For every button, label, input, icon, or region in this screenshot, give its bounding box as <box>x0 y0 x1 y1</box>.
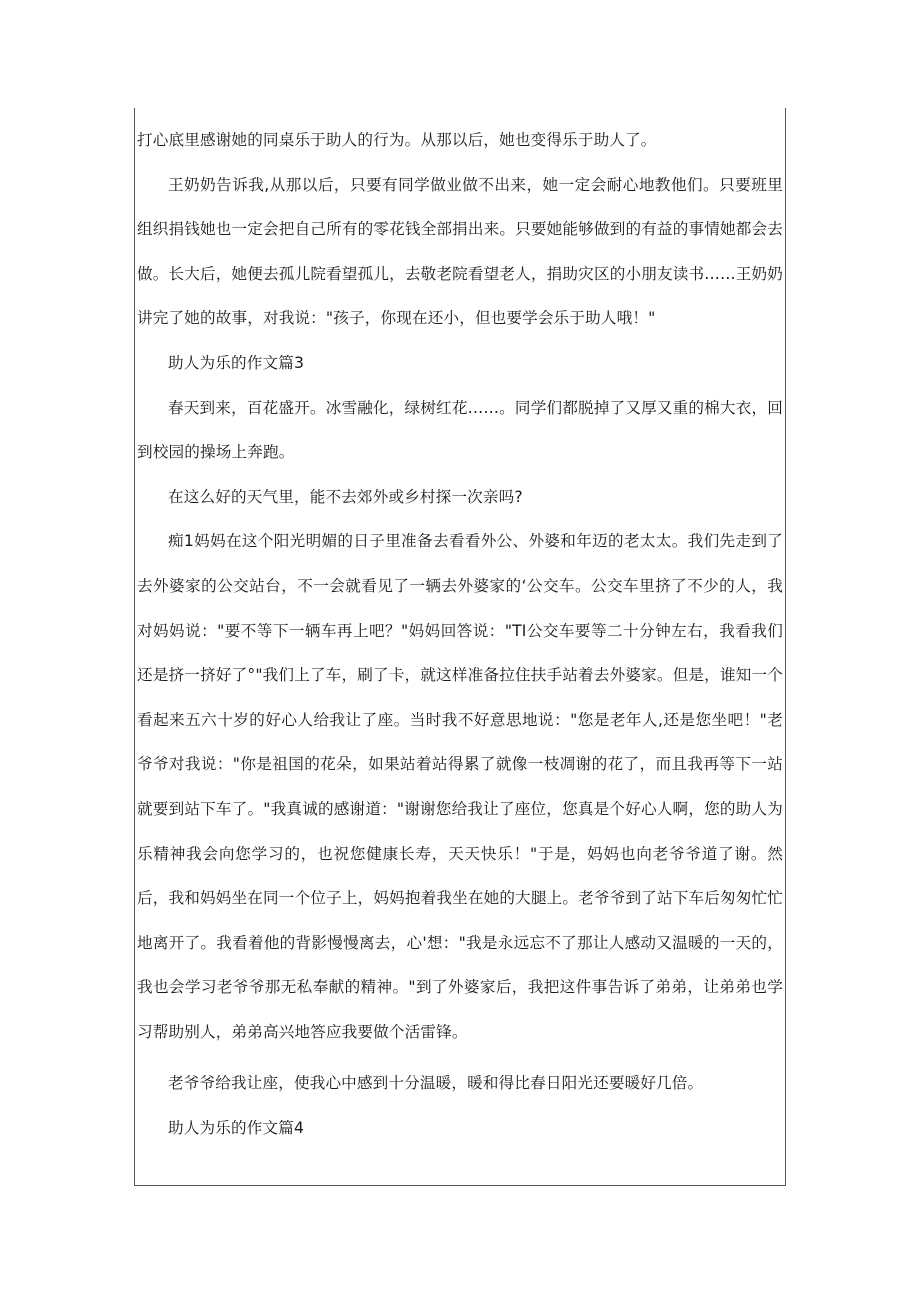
section-heading-essay-4: 助人为乐的作文篇4 <box>168 1119 305 1138</box>
paragraph-bus-story: 痴1妈妈在这个阳光明媚的日子里准备去看看外公、外婆和年迈的老太太。我们先走到了去外婆家的公交站台，不一会就看见了一辆去外婆家的‘公交车。公交车里挤了不少的人，我对妈妈说："要不等下一辆车再上吧？"妈妈回答说："TI公交车要等二十分钟左右，我看我们还是挤一挤好了°"我们上了车，刷了卡，就这样准备拉住扶手站着去外婆家。但是，谁知一个看起来五六十岁的好心人给我让了座。当时我不好意思地说："您是老年人,还是您坐吧！"老爷爷对我说："你是祖国的花朵，如果站着站得累了就像一枝凋谢的花了，而且我再等下一站就要到站下车了。"我真诚的感谢道："谢谢您给我让了座位，您真是个好心人啊，您的助人为乐精神我会向您学习的，也祝您健康长寿，天天快乐！"于是，妈妈也向老爷爷道了谢。然后，我和妈妈坐在同一个位子上，妈妈抱着我坐在她的大腿上。老爷爷到了站下车后匆匆忙忙地离开了。我看着他的背影慢慢离去，心'想："我是永远忘不了那让人感动又温暖的一天的，我也会学习老爷爷那无私奉献的精神。"到了外婆家后，我把这件事告诉了弟弟，让弟弟也学习帮助别人，弟弟高兴地答应我要做个活雷锋。 <box>137 532 783 1041</box>
paragraph-grandma-story: 王奶奶告诉我,从那以后，只要有同学做业做不出来，她一定会耐心地教他们。只要班里组织捐钱她也一定会把自己所有的零花钱全部捐出来。只要她能够做到的有益的事情她都会去做。长大后，她便去孤儿院看望孤儿，去敬老院看望老人，捐助灾区的小朋友读书……王奶奶讲完了她的故事，对我说："孩子，你现在还小，但也要学会乐于助人哦！" <box>137 175 783 328</box>
paragraph-weather: 在这么好的天气里，能不去郊外或乡村探一次亲吗? <box>168 487 523 506</box>
document-body <box>137 118 783 1151</box>
paragraph-conclusion: 老爷爷给我让座，使我心中感到十分温暖，暖和得比春日阳光还要暖好几倍。 <box>168 1074 704 1093</box>
paragraph-spring: 春天到来，百花盛开。冰雪融化，绿树红花……。同学们都脱掉了又厚又重的棉大衣，回到校园的操场上奔跑。 <box>137 398 783 462</box>
section-heading-essay-3: 助人为乐的作文篇3 <box>168 353 305 372</box>
paragraph-continuation: 打心底里感谢她的同桌乐于助人的行为。从那以后，她也变得乐于助人了。 <box>137 131 657 149</box>
